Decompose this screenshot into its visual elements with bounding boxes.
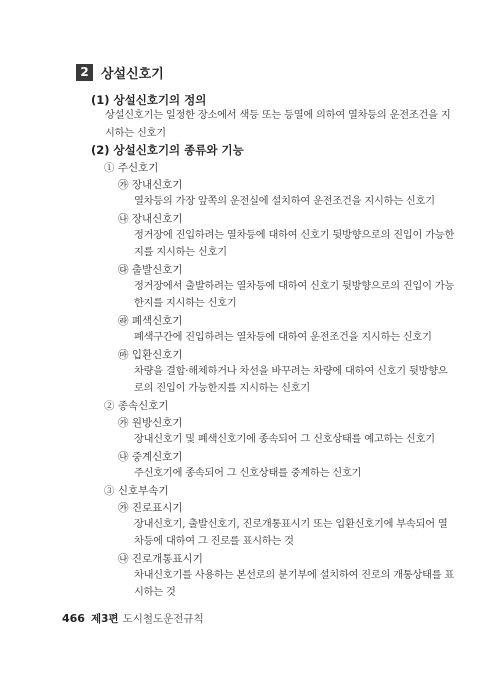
group-signal-accessory: ③ 신호부속기: [104, 485, 169, 497]
item-description: 장내신호기, 출발신호기, 진로개통표시기 또는 입환신호기에 부속되어 열: [134, 519, 448, 530]
item-description: 장내신호기 및 폐색신호기에 종속되어 그 신호상태를 예고하는 신호기: [134, 434, 435, 445]
section-heading: [76, 62, 164, 82]
page-number: 466: [62, 612, 85, 625]
item-description: 차등에 대하여 그 진로를 표시하는 것: [134, 536, 294, 547]
definition-line: 시하는 신호기: [105, 128, 166, 139]
page-footer: [62, 611, 204, 626]
section-number-badge: 2: [76, 64, 93, 81]
item-label: ㉮ 장내신호기: [118, 179, 183, 191]
item-description: 열차등의 가장 앞쪽의 운전실에 설치하여 운전조건을 지시하는 신호기: [134, 196, 435, 207]
part-label: 제3편: [90, 613, 119, 625]
item-description: 폐색구간에 진입하려는 열차등에 대하여 운전조건을 지시하는 신호기: [134, 332, 432, 343]
item-label: ㉱ 폐색신호기: [118, 315, 183, 327]
item-description: 차내신호기를 사용하는 본선로의 분기부에 설치하여 진로의 개통상태를 표: [134, 570, 455, 581]
group-main-signal: ① 주신호기: [104, 162, 159, 174]
item-label: ㉰ 출발신호기: [118, 264, 183, 276]
item-description: 주신호기에 종속되어 그 신호상태를 중계하는 신호기: [134, 468, 362, 479]
item-description: 한지를 지시하는 신호기: [134, 298, 237, 309]
section-title: 상설신호기: [101, 66, 164, 82]
subsection-1-heading: (1) 상설신호기의 정의: [91, 93, 207, 107]
item-description: 정거장에서 출발하려는 열차등에 대하여 신호기 뒷방향으로의 진입이 가능: [134, 281, 455, 292]
item-label: ㉯ 장내신호기: [118, 213, 183, 225]
item-description: 정거장에 진입하려는 열차등에 대하여 신호기 뒷방향으로의 진입이 가능한: [134, 230, 455, 241]
definition-line: 상설신호기는 일정한 장소에서 색등 또는 등열에 의하여 열차등의 운전조건을 지: [105, 110, 451, 121]
book-title: 도시철도운전규칙: [122, 613, 204, 625]
item-label: ㉯ 중계신호기: [118, 451, 183, 463]
group-subsidiary-signal: ② 종속신호기: [104, 400, 169, 412]
item-label: ㉮ 원방신호기: [118, 417, 183, 429]
item-description: 지를 지시하는 신호기: [134, 247, 227, 258]
item-label: ㉮ 진로표시기: [118, 502, 183, 514]
item-description: 로의 진입이 가능한지를 지시하는 신호기: [134, 383, 311, 394]
item-description: 차량을 결합·해체하거나 차선을 바꾸려는 차량에 대하여 신호기 뒷방향으: [134, 366, 448, 377]
subsection-2-heading: (2) 상설신호기의 종류와 기능: [91, 143, 244, 157]
item-label: ㉯ 진로개통표시기: [118, 553, 203, 565]
item-description: 시하는 것: [134, 587, 176, 598]
item-label: ㉲ 입환신호기: [118, 349, 183, 361]
